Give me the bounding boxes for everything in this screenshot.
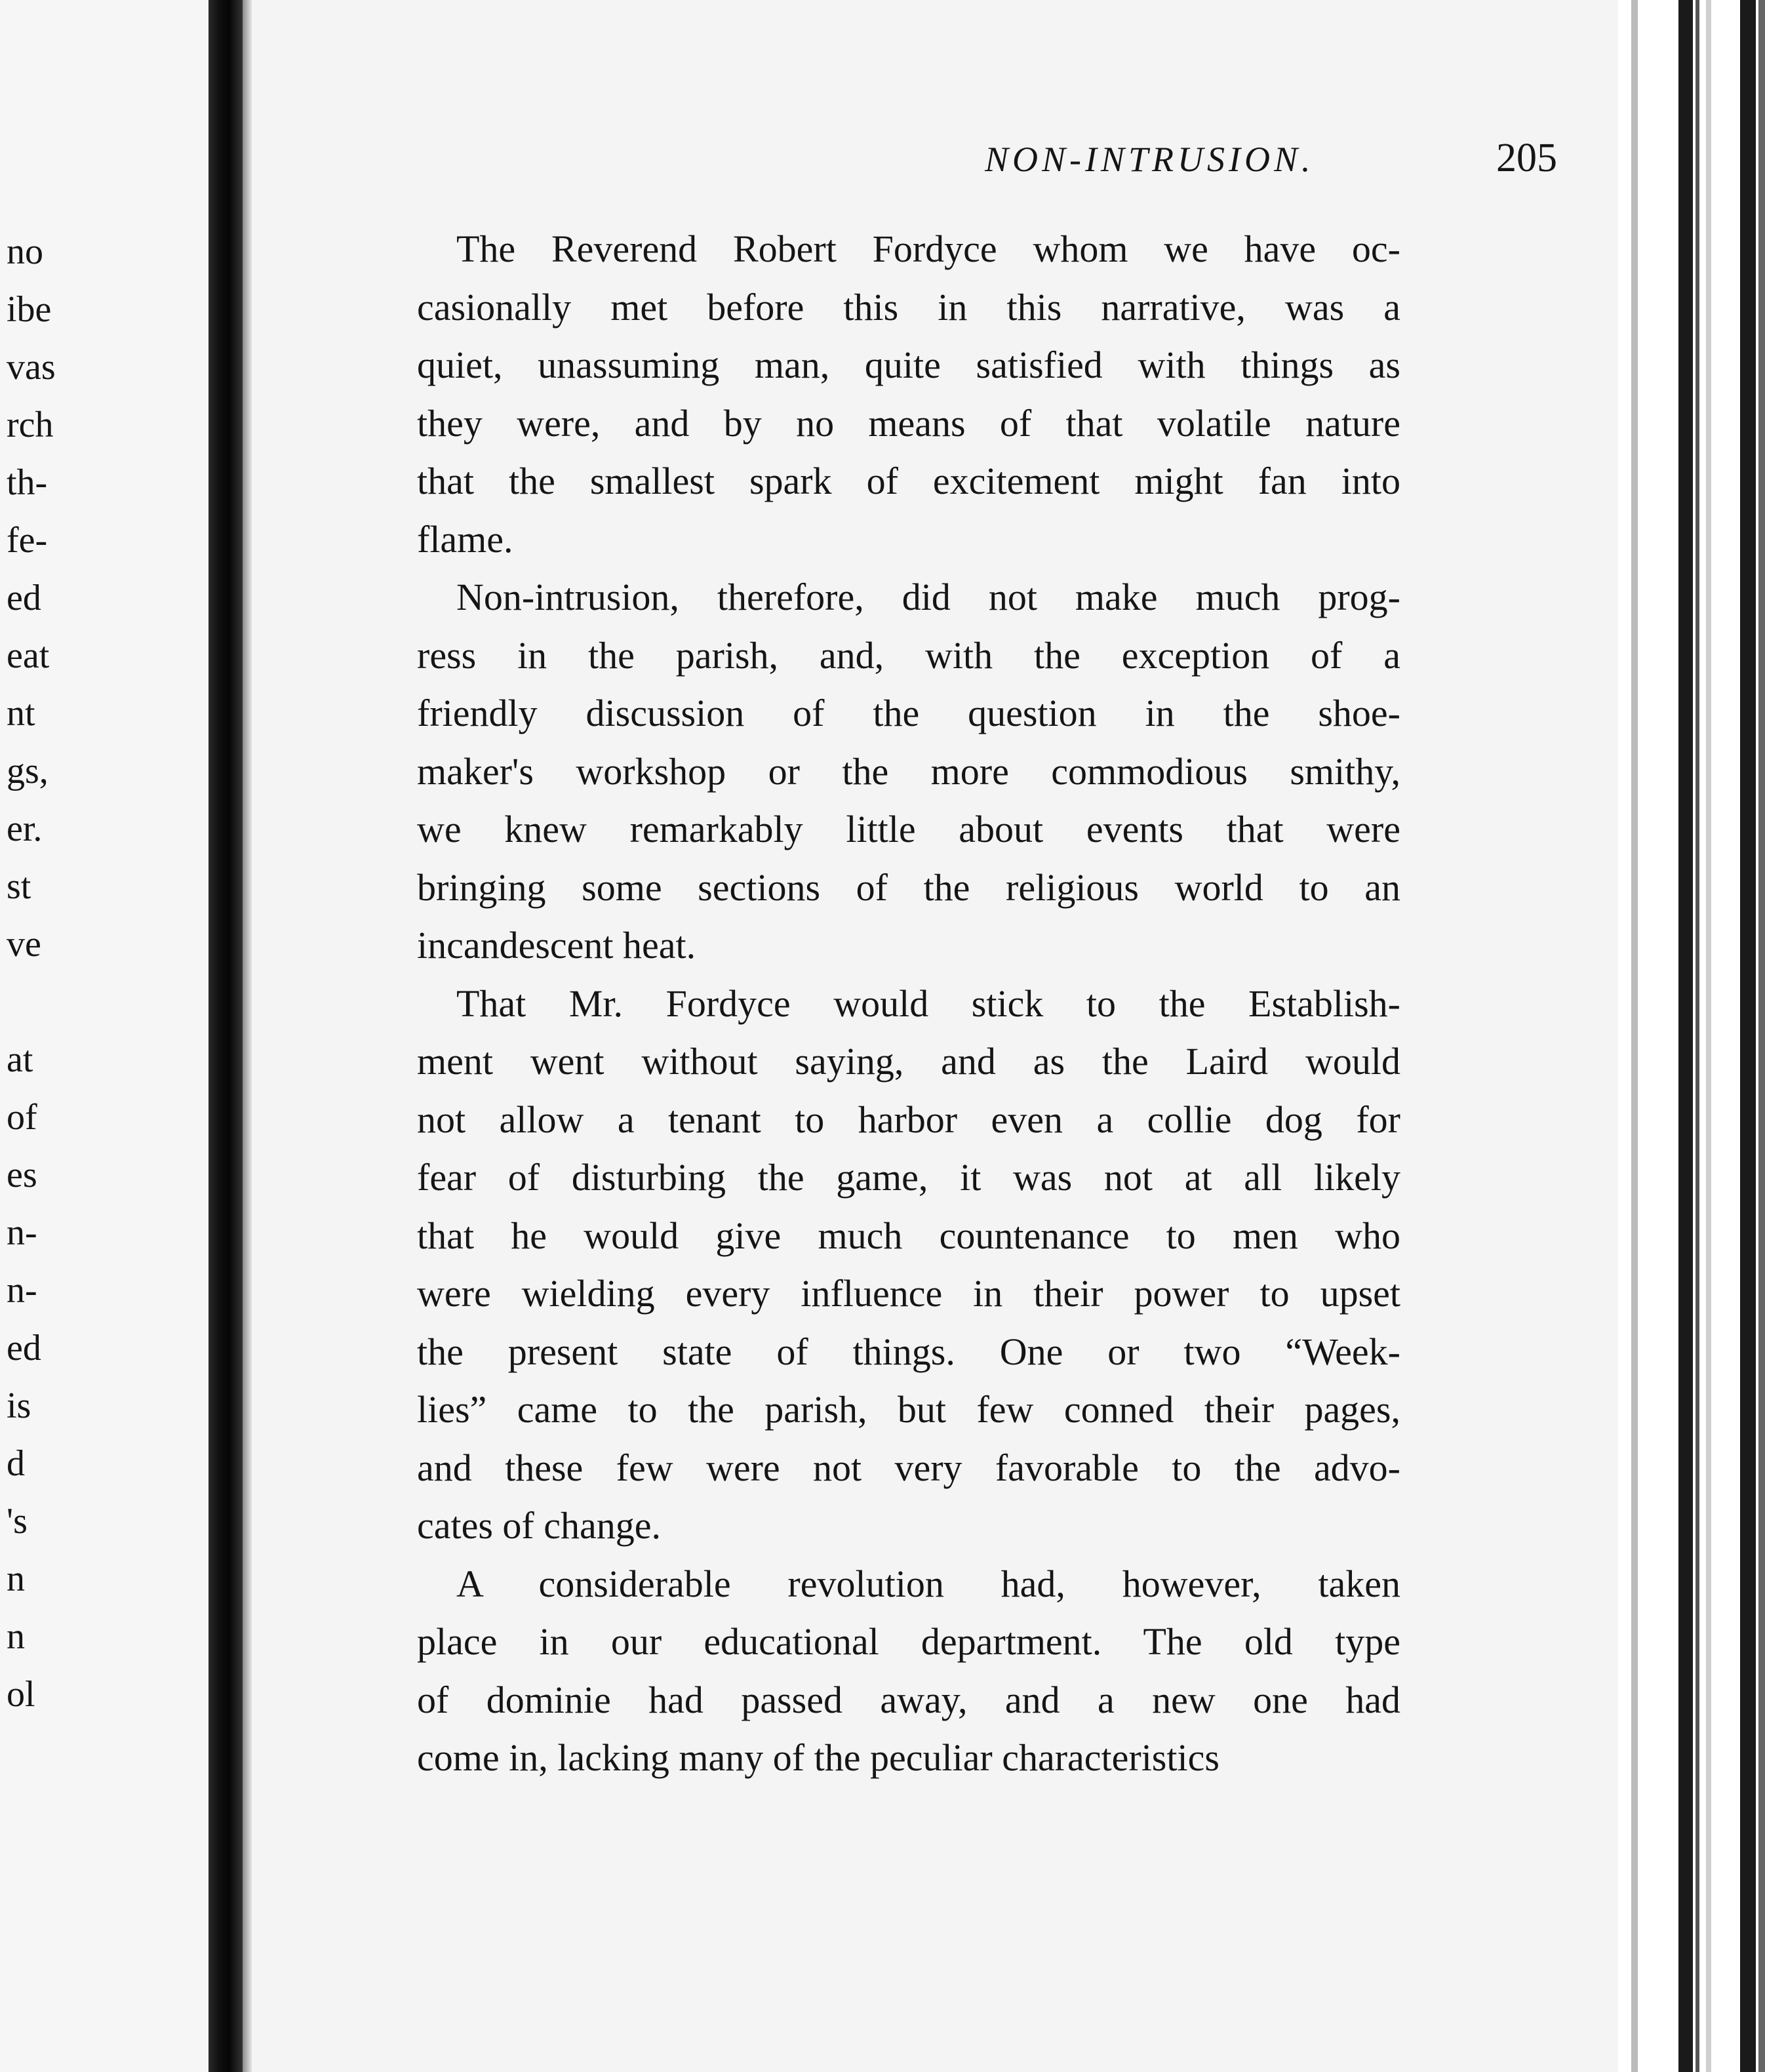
facing-page-line: ol xyxy=(7,1674,35,1715)
text-line: incandescent heat. xyxy=(417,924,696,966)
facing-page-line: ed xyxy=(7,578,41,618)
paragraph xyxy=(417,568,1400,975)
facing-page-line: ibe xyxy=(7,289,52,330)
text-line: the present state of things. One or two “Week- xyxy=(417,1330,1400,1373)
paragraph xyxy=(417,220,1400,568)
facing-page-line: 's xyxy=(7,1501,28,1542)
text-line: and these few were not very favorable to the advo- xyxy=(417,1446,1400,1489)
facing-page-line: ed xyxy=(7,1328,41,1368)
text-line: we knew remarkably little about events that were xyxy=(417,808,1400,850)
text-line: come in, lacking many of the peculiar characteristics xyxy=(417,1736,1220,1779)
text-line: ment went without saying, and as the Laird would xyxy=(417,1040,1400,1083)
paragraph xyxy=(417,975,1400,1555)
running-head xyxy=(417,131,1618,190)
facing-page-line: at xyxy=(7,1039,33,1080)
text-line: casionally met before this in this narrative, was a xyxy=(417,285,1400,329)
facing-page-line: n- xyxy=(7,1212,37,1253)
text-line: lies” came to the parish, but few conned their pages, xyxy=(417,1388,1400,1431)
facing-page-line: gs, xyxy=(7,751,49,791)
text-line: they were, and by no means of that volatile nature xyxy=(417,401,1400,445)
text-line: cates of change. xyxy=(417,1504,661,1547)
facing-page-line: rch xyxy=(7,405,54,445)
facing-page-line: d xyxy=(7,1443,25,1484)
text-line: ress in the parish, and, with the exception of a xyxy=(417,633,1400,677)
running-head-title: NON-INTRUSION. xyxy=(985,140,1315,179)
facing-page-line: n xyxy=(7,1559,25,1599)
facing-page-line: nt xyxy=(7,693,35,734)
text-line: flame. xyxy=(417,517,513,561)
facing-page-line xyxy=(7,973,203,1031)
facing-page-line: es xyxy=(7,1155,37,1195)
facing-page-line: ve xyxy=(7,924,41,965)
text-line: place in our educational department. The old type xyxy=(417,1620,1400,1663)
facing-page-line: eat xyxy=(7,635,50,676)
facing-page-line: fe- xyxy=(7,520,48,561)
facing-page-fragment xyxy=(0,0,208,2072)
book-page xyxy=(252,0,1618,2072)
facing-page-line: n xyxy=(7,1616,25,1657)
book-gutter xyxy=(208,0,243,2072)
text-line: That Mr. Fordyce would stick to the Establish- xyxy=(456,982,1400,1025)
page-edges xyxy=(1618,0,1765,2072)
facing-page-line-fragments xyxy=(7,223,203,1723)
text-line: Non-intrusion, therefore, did not make much prog- xyxy=(456,576,1400,618)
gutter-edge-shadow xyxy=(243,0,252,2072)
text-line: not allow a tenant to harbor even a collie dog for xyxy=(417,1098,1400,1141)
facing-page-line: er. xyxy=(7,808,43,849)
body-text xyxy=(417,220,1400,1787)
text-line: that he would give much countenance to men who xyxy=(417,1214,1400,1257)
facing-page-line: of xyxy=(7,1097,37,1138)
text-line: of dominie had passed away, and a new one had xyxy=(417,1678,1400,1721)
text-line: bringing some sections of the religious world to an xyxy=(417,866,1400,909)
text-line: A considerable revolution had, however, taken xyxy=(456,1562,1400,1605)
paragraph xyxy=(417,1555,1400,1787)
facing-page-line: th- xyxy=(7,462,48,503)
text-line: friendly discussion of the question in the shoe- xyxy=(417,692,1400,734)
text-line: quiet, unassuming man, quite satisfied with things as xyxy=(417,344,1400,386)
text-line: fear of disturbing the game, it was not at all likely xyxy=(417,1156,1400,1199)
text-line: The Reverend Robert Fordyce whom we have oc- xyxy=(456,228,1400,270)
facing-page-line: n- xyxy=(7,1270,37,1311)
facing-page-line: st xyxy=(7,866,31,907)
facing-page-line: vas xyxy=(7,347,56,388)
text-line: maker's workshop or the more commodious smithy, xyxy=(417,749,1400,793)
page-number: 205 xyxy=(1496,136,1557,180)
facing-page-line: no xyxy=(7,231,43,272)
text-line: were wielding every influence in their power to upset xyxy=(417,1272,1400,1315)
text-line: that the smallest spark of excitement might fan into xyxy=(417,460,1400,502)
facing-page-line: is xyxy=(7,1385,31,1426)
